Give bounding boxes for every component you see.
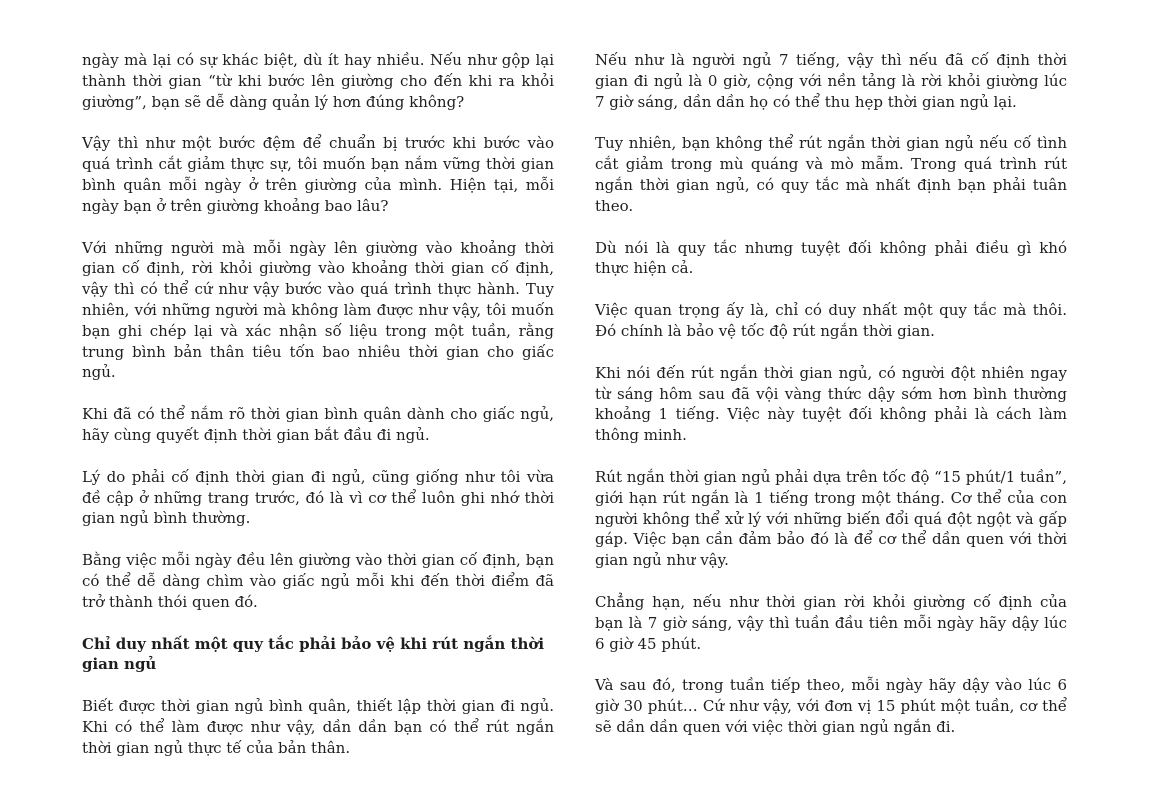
paragraph: Bằng việc mỗi ngày đều lên giường vào thời gian cố định, bạn có thể dễ dàng chìm vào giấc ngủ mỗi khi đến thời điểm đã trở thành thói quen đó. xyxy=(82,551,554,611)
paragraph: Biết được thời gian ngủ bình quân, thiết lập thời gian đi ngủ. Khi có thể làm được như vậy, dần dần bạn có thể rút ngắn thời gian ngủ thực tế của bản thân. xyxy=(82,697,554,757)
paragraph: Dù nói là quy tắc nhưng tuyệt đối không phải điều gì khó thực hiện cả. xyxy=(595,238,1067,278)
paragraph: Và sau đó, trong tuần tiếp theo, mỗi ngày hãy dậy vào lúc 6 giờ 30 phút… Cứ như vậy, với đơn vị 15 phút một tuần, cơ thể sẽ dần dần quen với việc thời gian ngủ ngắn đi. xyxy=(595,676,1067,736)
paragraph: Vậy thì như một bước đệm để chuẩn bị trước khi bước vào quá trình cắt giảm thực sự, tôi muốn bạn nắm vững thời gian bình quân mỗi ngày ở trên giường của mình. Hiện tại, mỗi ngày bạn ở trên giường khoảng bao lâu? xyxy=(82,134,554,215)
paragraph: Tuy nhiên, bạn không thể rút ngắn thời gian ngủ nếu cố tình cắt giảm trong mù quáng và mò mẫm. Trong quá trình rút ngắn thời gian ngủ, có quy tắc mà nhất định bạn phải tuân theo. xyxy=(595,134,1067,215)
paragraph: Khi đã có thể nắm rõ thời gian bình quân dành cho giấc ngủ, hãy cùng quyết định thời gian bắt đầu đi ngủ. xyxy=(82,405,554,444)
paragraph: Khi nói đến rút ngắn thời gian ngủ, có người đột nhiên ngay từ sáng hôm sau đã vội vàng thức dậy sớm hơn bình thường khoảng 1 tiếng. Việc này tuyệt đối không phải là cách làm thông minh. xyxy=(595,363,1067,445)
paragraph: Với những người mà mỗi ngày lên giường vào khoảng thời gian cố định, rời khỏi giường vào khoảng thời gian cố định, vậy thì có thể cứ như vậy bước vào quá trình thực hành. Tuy nhiên, với những người mà không làm được như vậy, tôi muốn bạn ghi chép lại và xác nhận số liệu trong một tuần, rằng trung bình bản thân tiêu tốn bao nhiêu thời gian cho giấc ngủ. xyxy=(82,238,554,382)
left-column xyxy=(82,50,554,780)
paragraph: ngày mà lại có sự khác biệt, dù ít hay nhiều. Nếu như gộp lại thành thời gian “từ khi bước lên giường cho đến khi ra khỏi giường”, bạn sẽ dễ dàng quản lý hơn đúng không? xyxy=(82,51,554,111)
paragraph: Rút ngắn thời gian ngủ phải dựa trên tốc độ “15 phút/1 tuần”, giới hạn rút ngắn là 1 tiếng trong một tháng. Cơ thể của con người không thể xử lý với những biến đổi quá đột ngột và gấp gáp. Việc bạn cần đảm bảo đó là để cơ thể dần quen với thời gian ngủ như vậy. xyxy=(595,467,1067,570)
paragraph: Lý do phải cố định thời gian đi ngủ, cũng giống như tôi vừa đề cập ở những trang trước, đó là vì cơ thể luôn ghi nhớ thời gian ngủ bình thường. xyxy=(82,467,554,528)
paragraph: Việc quan trọng ấy là, chỉ có duy nhất một quy tắc mà thôi. Đó chính là bảo vệ tốc độ rút ngắn thời gian. xyxy=(595,301,1067,340)
paragraph: Nếu như là người ngủ 7 tiếng, vậy thì nếu đã cố định thời gian đi ngủ là 0 giờ, cộng với nền tảng là rời khỏi giường lúc 7 giờ sáng, dần dần họ có thể thu hẹp thời gian ngủ lại. xyxy=(595,51,1067,111)
section-heading: Chỉ duy nhất một quy tắc phải bảo vệ khi rút ngắn thời gian ngủ xyxy=(82,634,545,674)
right-column xyxy=(595,50,1067,759)
paragraph: Chẳng hạn, nếu như thời gian rời khỏi giường cố định của bạn là 7 giờ sáng, vậy thì tuần đầu tiên mỗi ngày hãy dậy lúc 6 giờ 45 phút. xyxy=(595,592,1067,653)
